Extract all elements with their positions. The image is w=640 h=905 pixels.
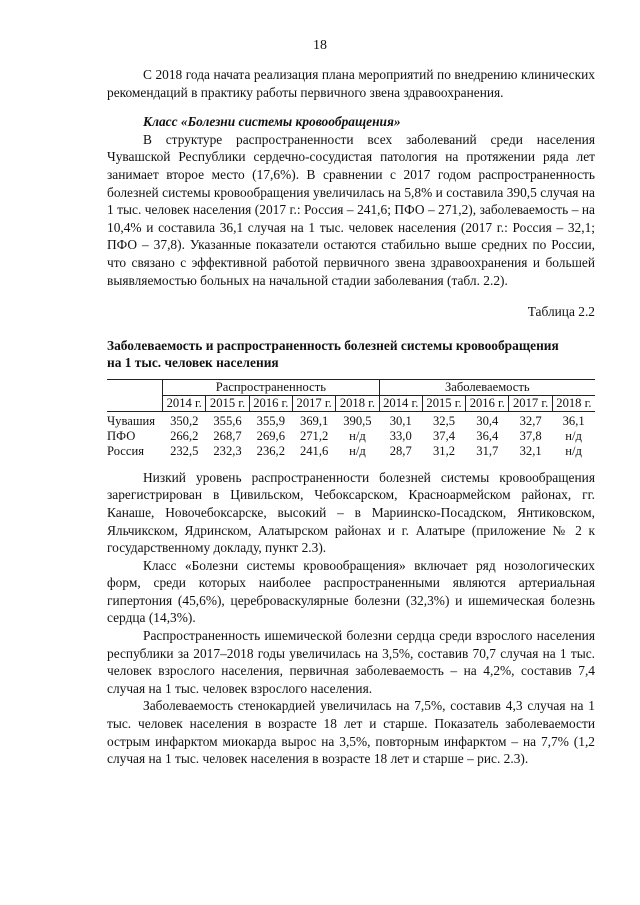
- page-number: 18: [313, 38, 327, 53]
- table-title: [107, 337, 595, 371]
- table-cell: 28,7: [389, 443, 412, 458]
- table-cell: 269,6: [256, 428, 285, 443]
- table-cell: 32,7: [519, 413, 542, 428]
- table-cell: 36,4: [476, 428, 499, 443]
- page-content: [107, 66, 595, 768]
- paragraph-districts: Низкий уровень распространенности болезней системы кровообращения зарегистрирован в Цивильском, Чебоксарском, Красноармейском районах, гг. Канаше, Новочебоксарске, высокий – в Мариинско-Посадском, Янтиковском, Яльчикском, Ядринском, Алатырском районах и г. Алатыре (приложение № 2 к государственному докладу, пункт 2.3).: [107, 469, 595, 556]
- table-cell: 369,1: [299, 413, 329, 428]
- table-cell: 271,2: [299, 428, 329, 443]
- year-header: 2014 г.: [379, 395, 422, 411]
- table-cell: 37,8: [519, 428, 542, 443]
- row-label: Россия: [107, 443, 145, 458]
- table-row: [107, 444, 595, 459]
- paragraph-clinical-guidelines: С 2018 года начата реализация плана мероприятий по внедрению клинических рекомендаций в практику работы первичного звена здравоохранения.: [107, 67, 595, 100]
- table-title-line2: на 1 тыс. человек населения: [107, 354, 279, 370]
- table-cell: 32,1: [519, 443, 542, 458]
- table-cell: 31,2: [433, 443, 456, 458]
- paragraph-ischemic-disease: Распространенность ишемической болезни сердца среди взрослого населения республики за 2017–2018 годы увеличилась на 3,5%, составив 70,7 случая на 1 тыс. человек взрослого населения, первичная заболеваемость – на 4,2%, составив 7,4 случая на 1 тыс. человек взрослого населения.: [107, 628, 595, 696]
- table-cell: н/д: [349, 443, 366, 458]
- row-label: ПФО: [107, 428, 136, 443]
- year-header: 2017 г.: [292, 395, 335, 411]
- table-cell: 30,4: [476, 413, 499, 428]
- table-cell: 30,1: [389, 413, 412, 428]
- table-cell: 36,1: [562, 413, 585, 428]
- group-prevalence: Распространенность: [163, 379, 379, 395]
- table-cell: 355,9: [256, 413, 285, 428]
- table-cell: 33,0: [389, 428, 412, 443]
- table-cell: 232,3: [213, 443, 242, 458]
- table-title-line1: Заболеваемость и распространенность болезней системы кровообращения: [107, 337, 559, 353]
- table-cell: 268,7: [213, 428, 242, 443]
- table-cell: 31,7: [476, 443, 499, 458]
- table-row: [107, 411, 595, 429]
- table-cell: 37,4: [433, 428, 456, 443]
- table-corner: [107, 379, 163, 411]
- stats-table: [107, 379, 595, 459]
- group-incidence: Заболеваемость: [379, 379, 595, 395]
- year-header: 2018 г.: [552, 395, 595, 411]
- year-header: 2018 г.: [336, 395, 379, 411]
- paragraph-nosological-forms: Класс «Болезни системы кровообращения» включает ряд нозологических форм, среди которых наиболее распространенными являются артериальная гипертония (45,6%), цереброваскулярные болезни (32,3%) и ишемическая болезнь сердца (14,3%).: [107, 557, 595, 626]
- row-label: Чувашия: [107, 413, 156, 428]
- table-cell: 390,5: [343, 413, 372, 428]
- table-cell: 236,2: [256, 443, 285, 458]
- paragraph-structure: В структуре распространенности всех заболеваний среди населения Чувашской Республики сердечно-сосудистая патология на протяжении ряда лет занимает второе место (17,6%). В сравнении с 2017 годом распространенность болезней системы кровообращения увеличилась на 5,8% и составила 390,5 случая на 1 тыс. человек населения (2017 г.: Россия – 241,6; ПФО – 271,2), заболеваемость – на 10,4% и составила 36,1 случая на 1 тыс. человек населения (2017 г.: Россия – 32,1; ПФО – 37,8). Указанные показатели остаются стабильно выше средних по России, что связано с эффективной работой первичного звена здравоохранения и большей выявляемостью больных на начальной стадии заболевания (табл. 2.2).: [107, 131, 595, 288]
- table-cell: 350,2: [170, 413, 199, 428]
- section-heading: Класс «Болезни системы кровообращения»: [143, 114, 401, 130]
- year-header: 2016 г.: [466, 395, 509, 411]
- table-cell: н/д: [565, 443, 582, 458]
- table-cell: 32,5: [433, 413, 456, 428]
- year-header: 2016 г.: [249, 395, 292, 411]
- table-label: Таблица 2.2: [527, 304, 595, 320]
- table-cell: н/д: [565, 428, 582, 443]
- paragraph-angina-infarction: Заболеваемость стенокардией увеличилась на 7,5%, составив 4,3 случая на 1 тыс. человек населения в возрасте 18 лет и старше. Показатель заболеваемости острым инфарктом миокарда вырос на 3,5%, повторным инфарктом – на 7,7% (1,2 случая на 1 тыс. человек населения в возрасте 18 лет и старше – рис. 2.3).: [107, 698, 595, 767]
- year-header: 2014 г.: [163, 395, 206, 411]
- year-header: 2015 г.: [206, 395, 249, 411]
- table-cell: 266,2: [170, 428, 199, 443]
- year-header: 2017 г.: [509, 395, 552, 411]
- table-cell: 355,6: [213, 413, 242, 428]
- table-row: [107, 429, 595, 444]
- table-cell: 232,5: [170, 443, 199, 458]
- year-header: 2015 г.: [422, 395, 465, 411]
- table-cell: н/д: [349, 428, 366, 443]
- table-cell: 241,6: [299, 443, 329, 458]
